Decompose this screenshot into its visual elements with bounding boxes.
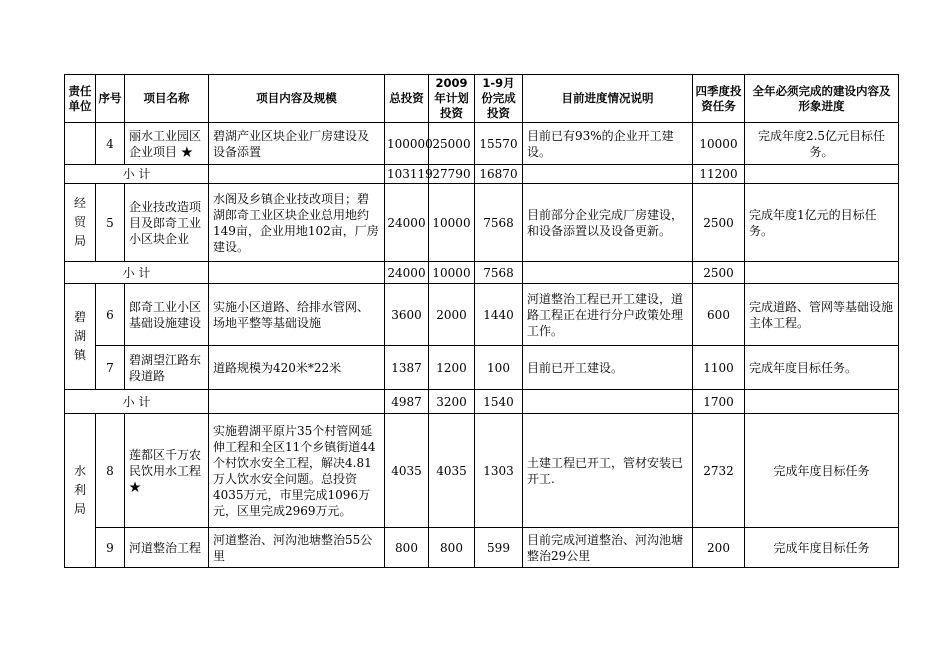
subtotal-plan: 10000 <box>429 262 475 284</box>
done-investment: 1440 <box>475 284 523 346</box>
done-investment: 15570 <box>475 123 523 165</box>
header-total: 总投资 <box>385 75 429 123</box>
header-content: 项目内容及规模 <box>209 75 385 123</box>
total-investment: 4035 <box>385 414 429 528</box>
table-row <box>65 346 899 390</box>
plan-investment: 800 <box>429 528 475 568</box>
project-content: 实施碧湖平原片35个村管网延伸工程和全区11个乡镇街道44个村饮水安全工程，解决4.81万人饮水安全问题。总投资4035万元，市里完成1096万元，区里完成2969万元。 <box>209 414 385 528</box>
done-investment: 7568 <box>475 184 523 262</box>
project-content: 碧湖产业区块企业厂房建设及设备添置 <box>209 123 385 165</box>
row-no: 4 <box>96 123 125 165</box>
project-name: 河道整治工程 <box>125 528 209 568</box>
progress-note: 目前部分企业完成厂房建设，和设备添置以及设备更新。 <box>523 184 693 262</box>
plan-investment: 10000 <box>429 184 475 262</box>
table-row <box>65 184 899 262</box>
unit-cell <box>65 123 96 165</box>
q4-task: 600 <box>693 284 745 346</box>
progress-note: 目前完成河道整治、河沟池塘整治29公里 <box>523 528 693 568</box>
project-content: 水阁及乡镇企业技改项目；碧湖郎奇工业区块企业总用地约149亩，企业用地102亩，厂房建设。 <box>209 184 385 262</box>
subtotal-q4: 1700 <box>693 390 745 414</box>
unit-bihu: 碧 湖 镇 <box>65 284 96 390</box>
project-name: 丽水工业园区企业项目 ★ <box>125 123 209 165</box>
header-progress: 目前进度情况说明 <box>523 75 693 123</box>
annual-target: 完成道路、管网等基础设施主体工程。 <box>745 284 899 346</box>
subtotal-row <box>65 165 899 184</box>
subtotal-q4: 11200 <box>693 165 745 184</box>
subtotal-row <box>65 262 899 284</box>
done-investment: 100 <box>475 346 523 390</box>
unit-shuili: 水 利 局 <box>65 414 96 568</box>
row-no: 7 <box>96 346 125 390</box>
project-content: 河道整治、河沟池塘整治55公里 <box>209 528 385 568</box>
header-no: 序号 <box>96 75 125 123</box>
project-name: 碧湖望江路东段道路 <box>125 346 209 390</box>
subtotal-label: 小 计 <box>65 165 209 184</box>
subtotal-plan: 3200 <box>429 390 475 414</box>
header-q4: 四季度投资任务 <box>693 75 745 123</box>
annual-target: 完成年度目标任务。 <box>745 346 899 390</box>
subtotal-done: 16870 <box>475 165 523 184</box>
progress-note: 土建工程已开工，管材安装已开工. <box>523 414 693 528</box>
header-row <box>65 75 899 123</box>
subtotal-done: 7568 <box>475 262 523 284</box>
project-name: 企业技改造项目及郎奇工业小区块企业 <box>125 184 209 262</box>
total-investment: 100000 <box>385 123 429 165</box>
subtotal-label: 小 计 <box>65 262 209 284</box>
header-done-1-9: 1-9月份完成投资 <box>475 75 523 123</box>
subtotal-total: 103119 <box>385 165 429 184</box>
table-row <box>65 528 899 568</box>
q4-task: 200 <box>693 528 745 568</box>
progress-note: 河道整治工程已开工建设，道路工程正在进行分户政策处理工作。 <box>523 284 693 346</box>
progress-note: 目前已有93%的企业开工建设。 <box>523 123 693 165</box>
project-name: 郎奇工业小区基础设施建设 <box>125 284 209 346</box>
subtotal-label: 小 计 <box>65 390 209 414</box>
done-investment: 599 <box>475 528 523 568</box>
total-investment: 800 <box>385 528 429 568</box>
q4-task: 10000 <box>693 123 745 165</box>
progress-note: 目前已开工建设。 <box>523 346 693 390</box>
annual-target: 完成年度2.5亿元目标任务。 <box>745 123 899 165</box>
total-investment: 3600 <box>385 284 429 346</box>
q4-task: 2500 <box>693 184 745 262</box>
header-plan-2009: 2009年计划投资 <box>429 75 475 123</box>
annual-target: 完成年度目标任务 <box>745 528 899 568</box>
plan-investment: 4035 <box>429 414 475 528</box>
unit-jingmao: 经 贸 局 <box>65 184 96 262</box>
table-row <box>65 284 899 346</box>
plan-investment: 1200 <box>429 346 475 390</box>
header-target: 全年必须完成的建设内容及形象进度 <box>745 75 899 123</box>
annual-target: 完成年度1亿元的目标任务。 <box>745 184 899 262</box>
row-no: 9 <box>96 528 125 568</box>
annual-target: 完成年度目标任务 <box>745 414 899 528</box>
done-investment: 1303 <box>475 414 523 528</box>
q4-task: 1100 <box>693 346 745 390</box>
header-unit: 责任单位 <box>65 75 96 123</box>
row-no: 6 <box>96 284 125 346</box>
subtotal-row <box>65 390 899 414</box>
q4-task: 2732 <box>693 414 745 528</box>
total-investment: 24000 <box>385 184 429 262</box>
subtotal-done: 1540 <box>475 390 523 414</box>
subtotal-q4: 2500 <box>693 262 745 284</box>
subtotal-total: 4987 <box>385 390 429 414</box>
header-name: 项目名称 <box>125 75 209 123</box>
row-no: 5 <box>96 184 125 262</box>
subtotal-total: 24000 <box>385 262 429 284</box>
subtotal-plan: 27790 <box>429 165 475 184</box>
plan-investment: 25000 <box>429 123 475 165</box>
investment-table <box>64 74 899 568</box>
table-row <box>65 414 899 528</box>
table-row <box>65 123 899 165</box>
plan-investment: 2000 <box>429 284 475 346</box>
project-name: 莲都区千万农民饮用水工程 ★ <box>125 414 209 528</box>
row-no: 8 <box>96 414 125 528</box>
project-content: 实施小区道路、给排水管网、场地平整等基础设施 <box>209 284 385 346</box>
total-investment: 1387 <box>385 346 429 390</box>
project-content: 道路规模为420米*22米 <box>209 346 385 390</box>
